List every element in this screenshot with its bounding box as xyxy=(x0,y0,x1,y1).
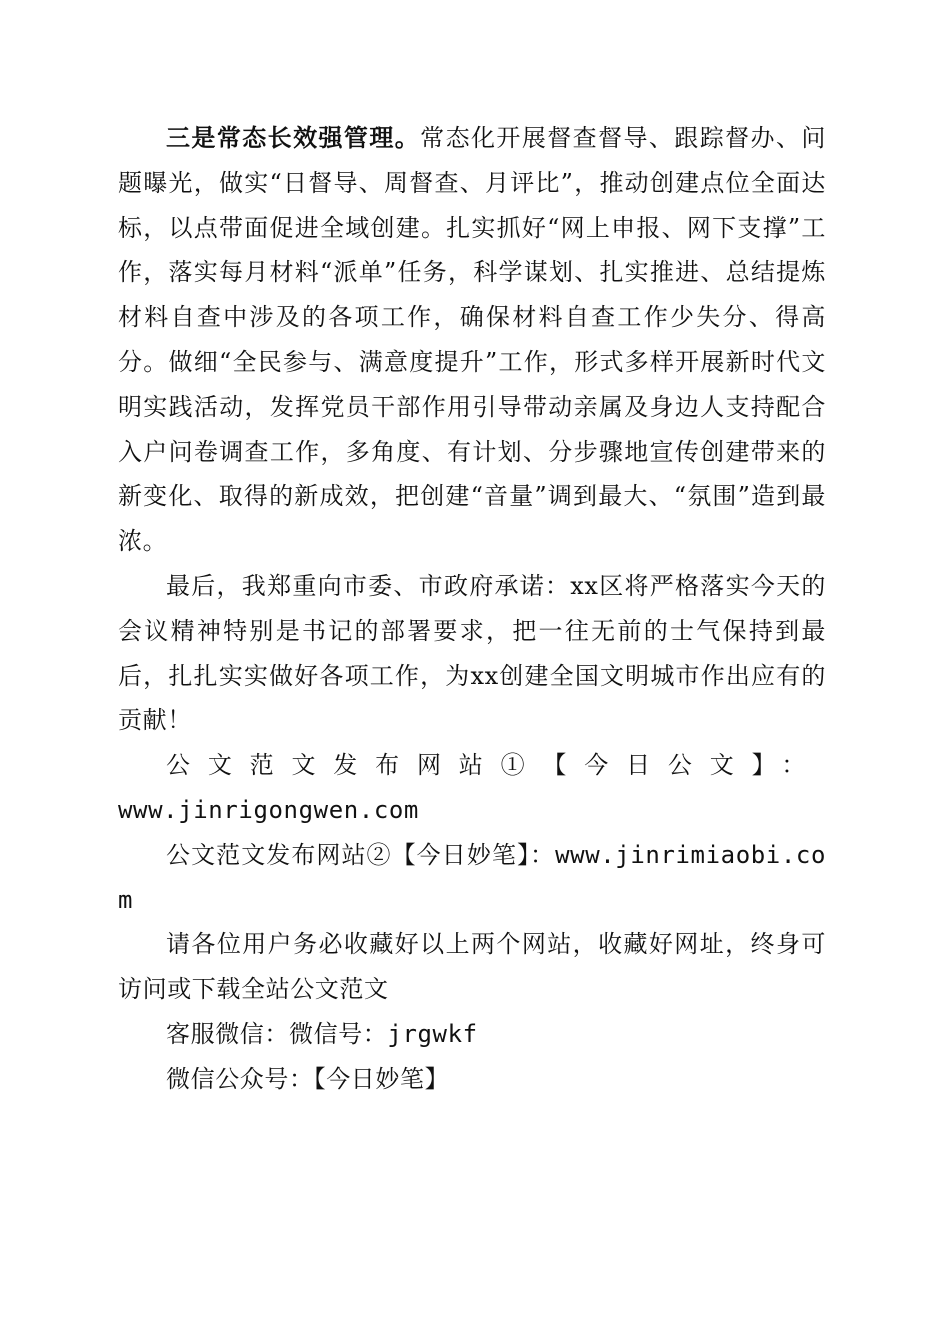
site-two-url[interactable]: www.jinrimiaobi.com xyxy=(118,840,826,914)
wechat-id: jrgwkf xyxy=(387,1019,478,1048)
bookmark-notice: 请各位用户务必收藏好以上两个网站，收藏好网址，终身可访问或下载全站公文范文 xyxy=(118,930,826,1004)
site-one-url[interactable]: www.jinrigongwen.com xyxy=(118,795,419,824)
site-two-label: 公文范文发布网站②【今日妙笔】： xyxy=(166,840,556,869)
paragraph-management-body: 常态化开展督查督导、跟踪督办、问题曝光，做实“日督导、周督查、月评比”，推动创建点位全面达标，以点带面促进全域创建。扎实抓好“网上申报、网下支撑”工作，落实每月材料“派单”任务，科学谋划、扎实推进、总结提炼材料自查中涉及的各项工作，确保材料自查工作少失分、得高分。做细“全民参与、满意度提升”工作，形式多样开展新时代文明实践活动，发挥党员干部作用引导带动亲属及身边人支持配合入户问卷调查工作，多角度、有计划、分步骤地宣传创建带来的新变化、取得的新成效，把创建“音量”调到最大、“氛围”造到最浓。 xyxy=(118,124,826,556)
site-two-line xyxy=(118,833,826,923)
official-account-line: 微信公众号：【今日妙笔】 xyxy=(166,1064,450,1093)
paragraph-lead-heading: 三是常态长效强管理。 xyxy=(166,123,421,152)
site-one-line xyxy=(118,743,826,833)
paragraph-closing-pledge: 最后，我郑重向市委、市政府承诺：xx区将严格落实今天的会议精神特别是书记的部署要求，把一往无前的士气保持到最后，扎扎实实做好各项工作，为xx创建全国文明城市作出应有的贡献！ xyxy=(118,571,826,735)
paragraph-management xyxy=(118,116,826,564)
document-body xyxy=(118,116,826,1102)
wechat-label: 客服微信：微信号： xyxy=(166,1019,388,1048)
site-one-label: 公文范文发布网站①【今日公文】： xyxy=(166,751,806,780)
customer-service-wechat xyxy=(118,1012,826,1057)
